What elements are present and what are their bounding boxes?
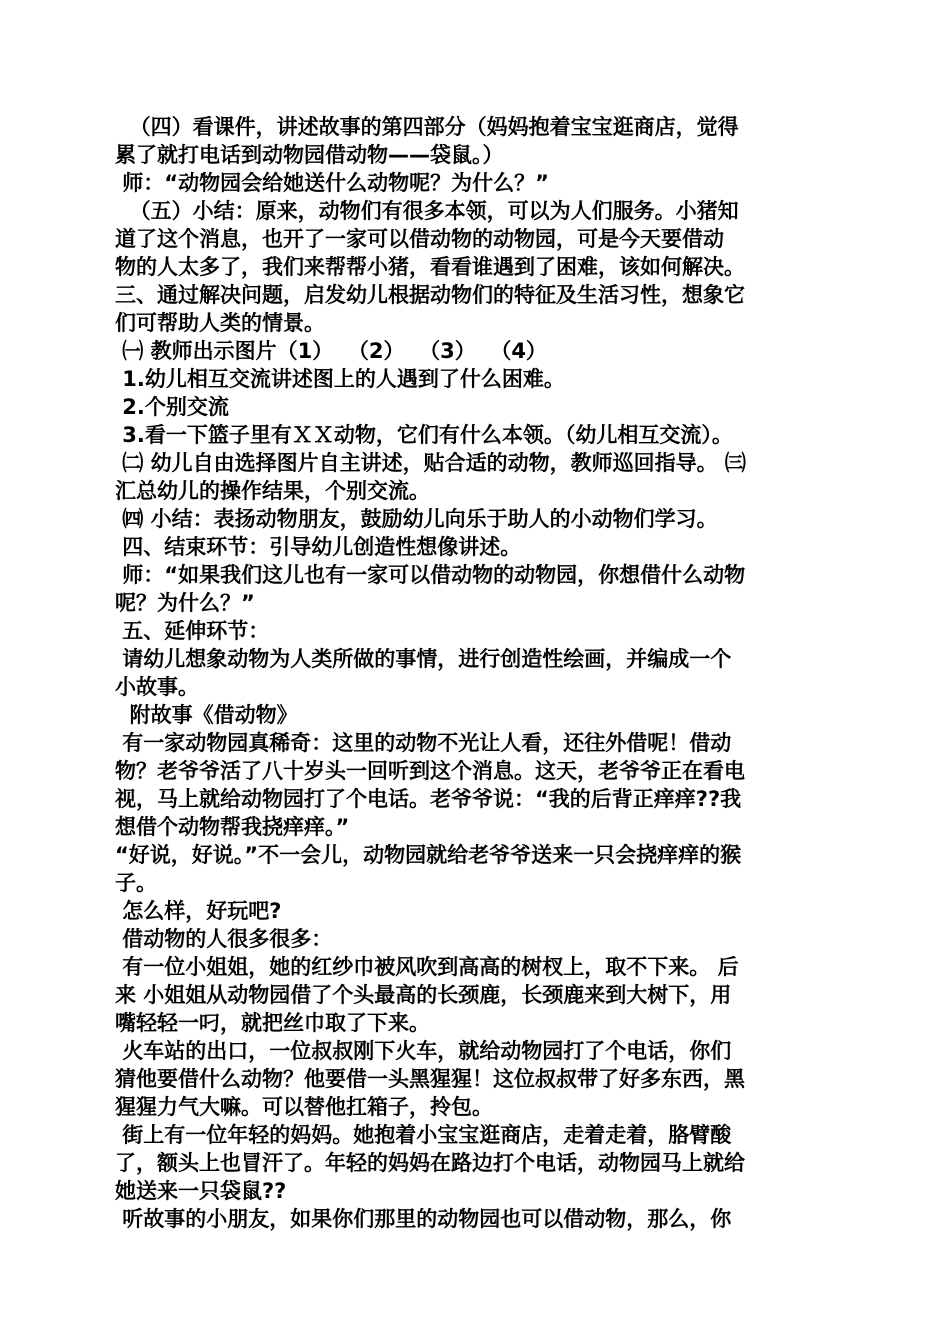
text-line: 四、结束环节：引导幼儿创造性想像讲述。 [115,535,522,559]
text-line: 五、延伸环节： [115,619,270,643]
text-line: 猩猩力气大嘛。可以替他扛箱子，拎包。 [115,1095,493,1119]
text-line: （五）小结：原来，动物们有很多本领，可以为人们服务。小猪知 [115,199,739,223]
text-line: 子。 [115,871,157,895]
text-line: 了，额头上也冒汗了。年轻的妈妈在路边打个电话，动物园马上就给 [115,1151,745,1175]
text-line: 小故事。 [115,675,199,699]
text-line: 们可帮助人类的情景。 [115,311,325,335]
text-line: 师：“动物园会给她送什么动物呢？为什么？” [115,171,549,195]
text-line: 呢？为什么？” [115,591,255,615]
text-line: 怎么样，好玩吧? [115,899,282,923]
text-line: ㈣ 小结：表扬动物朋友，鼓励幼儿向乐于助人的小动物们学习。 [115,507,718,531]
text-line: 三、通过解决问题，启发幼儿根据动物们的特征及生活习性，想象它 [115,283,745,307]
text-line: 想借个动物帮我挠痒痒。” [115,815,350,839]
text-line: 师：“如果我们这儿也有一家可以借动物的动物园，你想借什么动物 [115,563,746,587]
text-line: 嘴轻轻一叼，就把丝巾取了下来。 [115,1011,430,1035]
text-line: 听故事的小朋友，如果你们那里的动物园也可以借动物，那么，你 [115,1207,732,1231]
text-line: 2.个别交流 [115,395,229,419]
text-line: 物的人太多了，我们来帮帮小猪，看看谁遇到了困难，该如何解决。 [115,255,745,279]
text-line: 她送来一只袋鼠?? [115,1179,287,1203]
text-line: 来 小姐姐从动物园借了个头最高的长颈鹿，长颈鹿来到大树下，用 [115,983,732,1007]
text-line: 汇总幼儿的操作结果，个别交流。 [115,479,430,503]
text-line: 道了这个消息，也开了一家可以借动物的动物园，可是今天要借动 [115,227,724,251]
text-line: 3.看一下篮子里有ＸＸ动物，它们有什么本领。（幼儿相互交流）。 [115,423,733,447]
text-line: 1.幼儿相互交流讲述图上的人遇到了什么困难。 [115,367,565,391]
text-line: 猜他要借什么动物？他要借一头黑猩猩！这位叔叔带了好多东西，黑 [115,1067,745,1091]
text-line: （四）看课件，讲述故事的第四部分（妈妈抱着宝宝逛商店，觉得 [115,115,739,139]
text-line: 有一家动物园真稀奇：这里的动物不光让人看，还往外借呢！借动 [115,731,732,755]
text-line: “好说，好说。”不一会儿，动物园就给老爷爷送来一只会挠痒痒的猴 [115,843,742,867]
text-line: 借动物的人很多很多： [115,927,333,951]
text-line: 物？老爷爷活了八十岁头一回听到这个消息。这天，老爷爷正在看电 [115,759,745,783]
text-line: 请幼儿想象动物为人类所做的事情，进行创造性绘画，并编成一个 [115,647,732,671]
text-line: 累了就打电话到动物园借动物——袋鼠。） [115,143,504,167]
text-line: ㈡ 幼儿自由选择图片自主讲述，贴合适的动物，教师巡回指导。 ㈢ [115,451,746,475]
text-line: 火车站的出口，一位叔叔刚下火车，就给动物园打了个电话，你们 [115,1039,732,1063]
text-line: 视，马上就给动物园打了个电话。老爷爷说：“我的后背正痒痒??我 [115,787,742,811]
document-body [115,113,840,1233]
text-line: ㈠ 教师出示图片（1） （2） （3） （4） [115,339,547,363]
text-line: 街上有一位年轻的妈妈。她抱着小宝宝逛商店，走着走着，胳臂酸 [115,1123,732,1147]
text-line: 有一位小姐姐，她的红纱巾被风吹到高高的树杈上，取不下来。 后 [115,955,739,979]
text-line: 附故事《借动物》 [115,703,298,727]
